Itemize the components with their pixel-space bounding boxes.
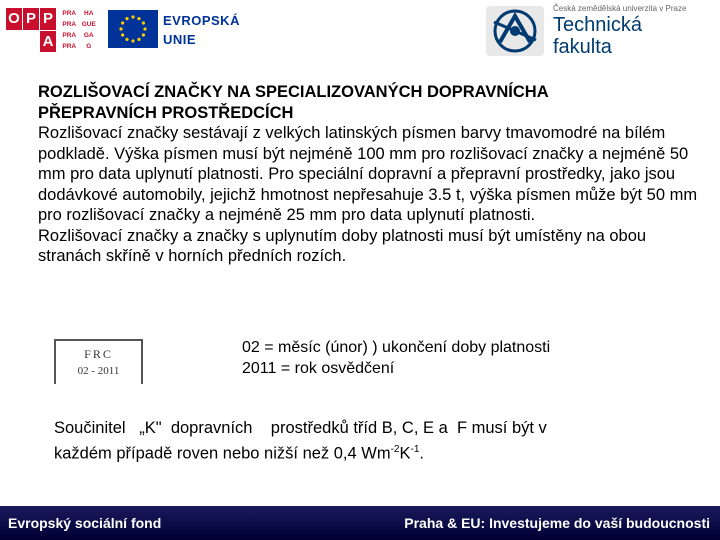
- mark-date: 02 - 2011: [77, 365, 120, 377]
- opp-small-text: HA: [80, 8, 99, 18]
- opp-small-text: G: [80, 42, 99, 52]
- eu-star-icon: [121, 21, 124, 24]
- opp-small-text: PRA: [60, 31, 79, 41]
- eu-star-icon: [142, 33, 145, 36]
- faculty-name-line1: Technická: [553, 14, 642, 36]
- faculty-name: [553, 14, 642, 58]
- opp-letter: P: [40, 8, 56, 30]
- eu-star-icon: [143, 27, 146, 30]
- section-title-line1: ROZLIŠOVACÍ ZNAČKY NA SPECIALIZOVANÝCH DOPRAVNÍCHA: [38, 83, 549, 101]
- opp-letter: A: [40, 31, 56, 53]
- opp-praha-logo: [6, 8, 100, 52]
- distinguishing-mark-example: [54, 339, 143, 384]
- opp-small-text: GUE: [80, 19, 99, 29]
- eu-star-icon: [142, 21, 145, 24]
- paragraph-letter-requirements: Rozlišovací značky sestávají z velkých latinských písmen barvy tmavomodré na bílém podkladě. Výška písmen musí být nejméně 100 mm pro rozlišovací značky a nejméně 50 mm pro data uplynutí platnosti. Pro speciální dopravní a přepravní prostředky, jako jsou dodávkové automobily, jejichž hmotnost nepřesahuje 3.5 t, výška písmen může být 50 mm pro rozlišovací značky a nejméně 25 mm pro data uplynutí platnosti.: [38, 124, 698, 224]
- eu-star-icon: [121, 33, 124, 36]
- paragraph-placement: Rozlišovací značky a značky s uplynutím doby platnosti musí být umístěny na obou stranách skříně v horních předních rozích.: [38, 226, 647, 265]
- eu-logo-text: [163, 11, 240, 49]
- eu-star-icon: [125, 17, 128, 20]
- header: [0, 0, 720, 62]
- coefficient-line2-text: každém případě roven nebo nižší než 0,4 Wm: [54, 444, 391, 463]
- explanation-year: 2011 = rok osvědčení: [242, 360, 395, 377]
- university-name: Česká zemědělská univerzita v Praze: [553, 4, 687, 13]
- opp-letter: P: [23, 8, 39, 30]
- coefficient-line2: [54, 439, 674, 465]
- exponent-1: -2: [390, 444, 400, 455]
- main-text: [38, 82, 708, 267]
- technicka-fakulta-logo: [484, 2, 716, 60]
- eu-star-icon: [119, 27, 122, 30]
- university-emblem-icon: [484, 2, 546, 60]
- explanation-month: 02 = měsíc (únor) ) ukončení doby platnosti: [242, 339, 551, 356]
- eu-flag-icon: [108, 10, 158, 48]
- eu-logo-line1: EVROPSKÁ: [163, 13, 240, 28]
- opp-logo-letters: [6, 8, 56, 52]
- period: .: [419, 444, 425, 463]
- date-explanation: [242, 337, 550, 379]
- eu-star-icon: [137, 38, 140, 41]
- exponent-2: -1: [410, 444, 420, 455]
- eu-star-icon: [137, 17, 140, 20]
- eu-star-icon: [131, 39, 134, 42]
- footer-left-text: Evropský sociální fond: [8, 515, 162, 531]
- opp-letter: [23, 31, 39, 53]
- opp-small-text: PRA: [60, 42, 79, 52]
- opp-logo-small-grid: [60, 8, 98, 52]
- footer-right-text: Praha & EU: Investujeme do vaší budoucnosti: [404, 515, 710, 531]
- opp-small-text: GA: [80, 31, 99, 41]
- eu-star-icon: [131, 15, 134, 18]
- section-title-line2: PŘEPRAVNÍCH PROSTŘEDCÍCH: [38, 103, 294, 122]
- opp-small-text: PRA: [60, 19, 79, 29]
- eu-star-icon: [125, 38, 128, 41]
- opp-small-text: PRA: [60, 8, 79, 18]
- footer-bar: [0, 506, 720, 540]
- coefficient-line1: Součinitel „K" dopravních prostředků tříd B, C, E a F musí být v: [54, 419, 547, 437]
- mark-code: FRC: [84, 347, 113, 361]
- opp-letter: [6, 31, 22, 53]
- unit-k: K: [399, 444, 411, 463]
- opp-letter: O: [6, 8, 22, 30]
- eu-logo-line2: UNIE: [163, 32, 197, 47]
- coefficient-text: [54, 418, 674, 465]
- faculty-name-line2: fakulta: [553, 36, 612, 58]
